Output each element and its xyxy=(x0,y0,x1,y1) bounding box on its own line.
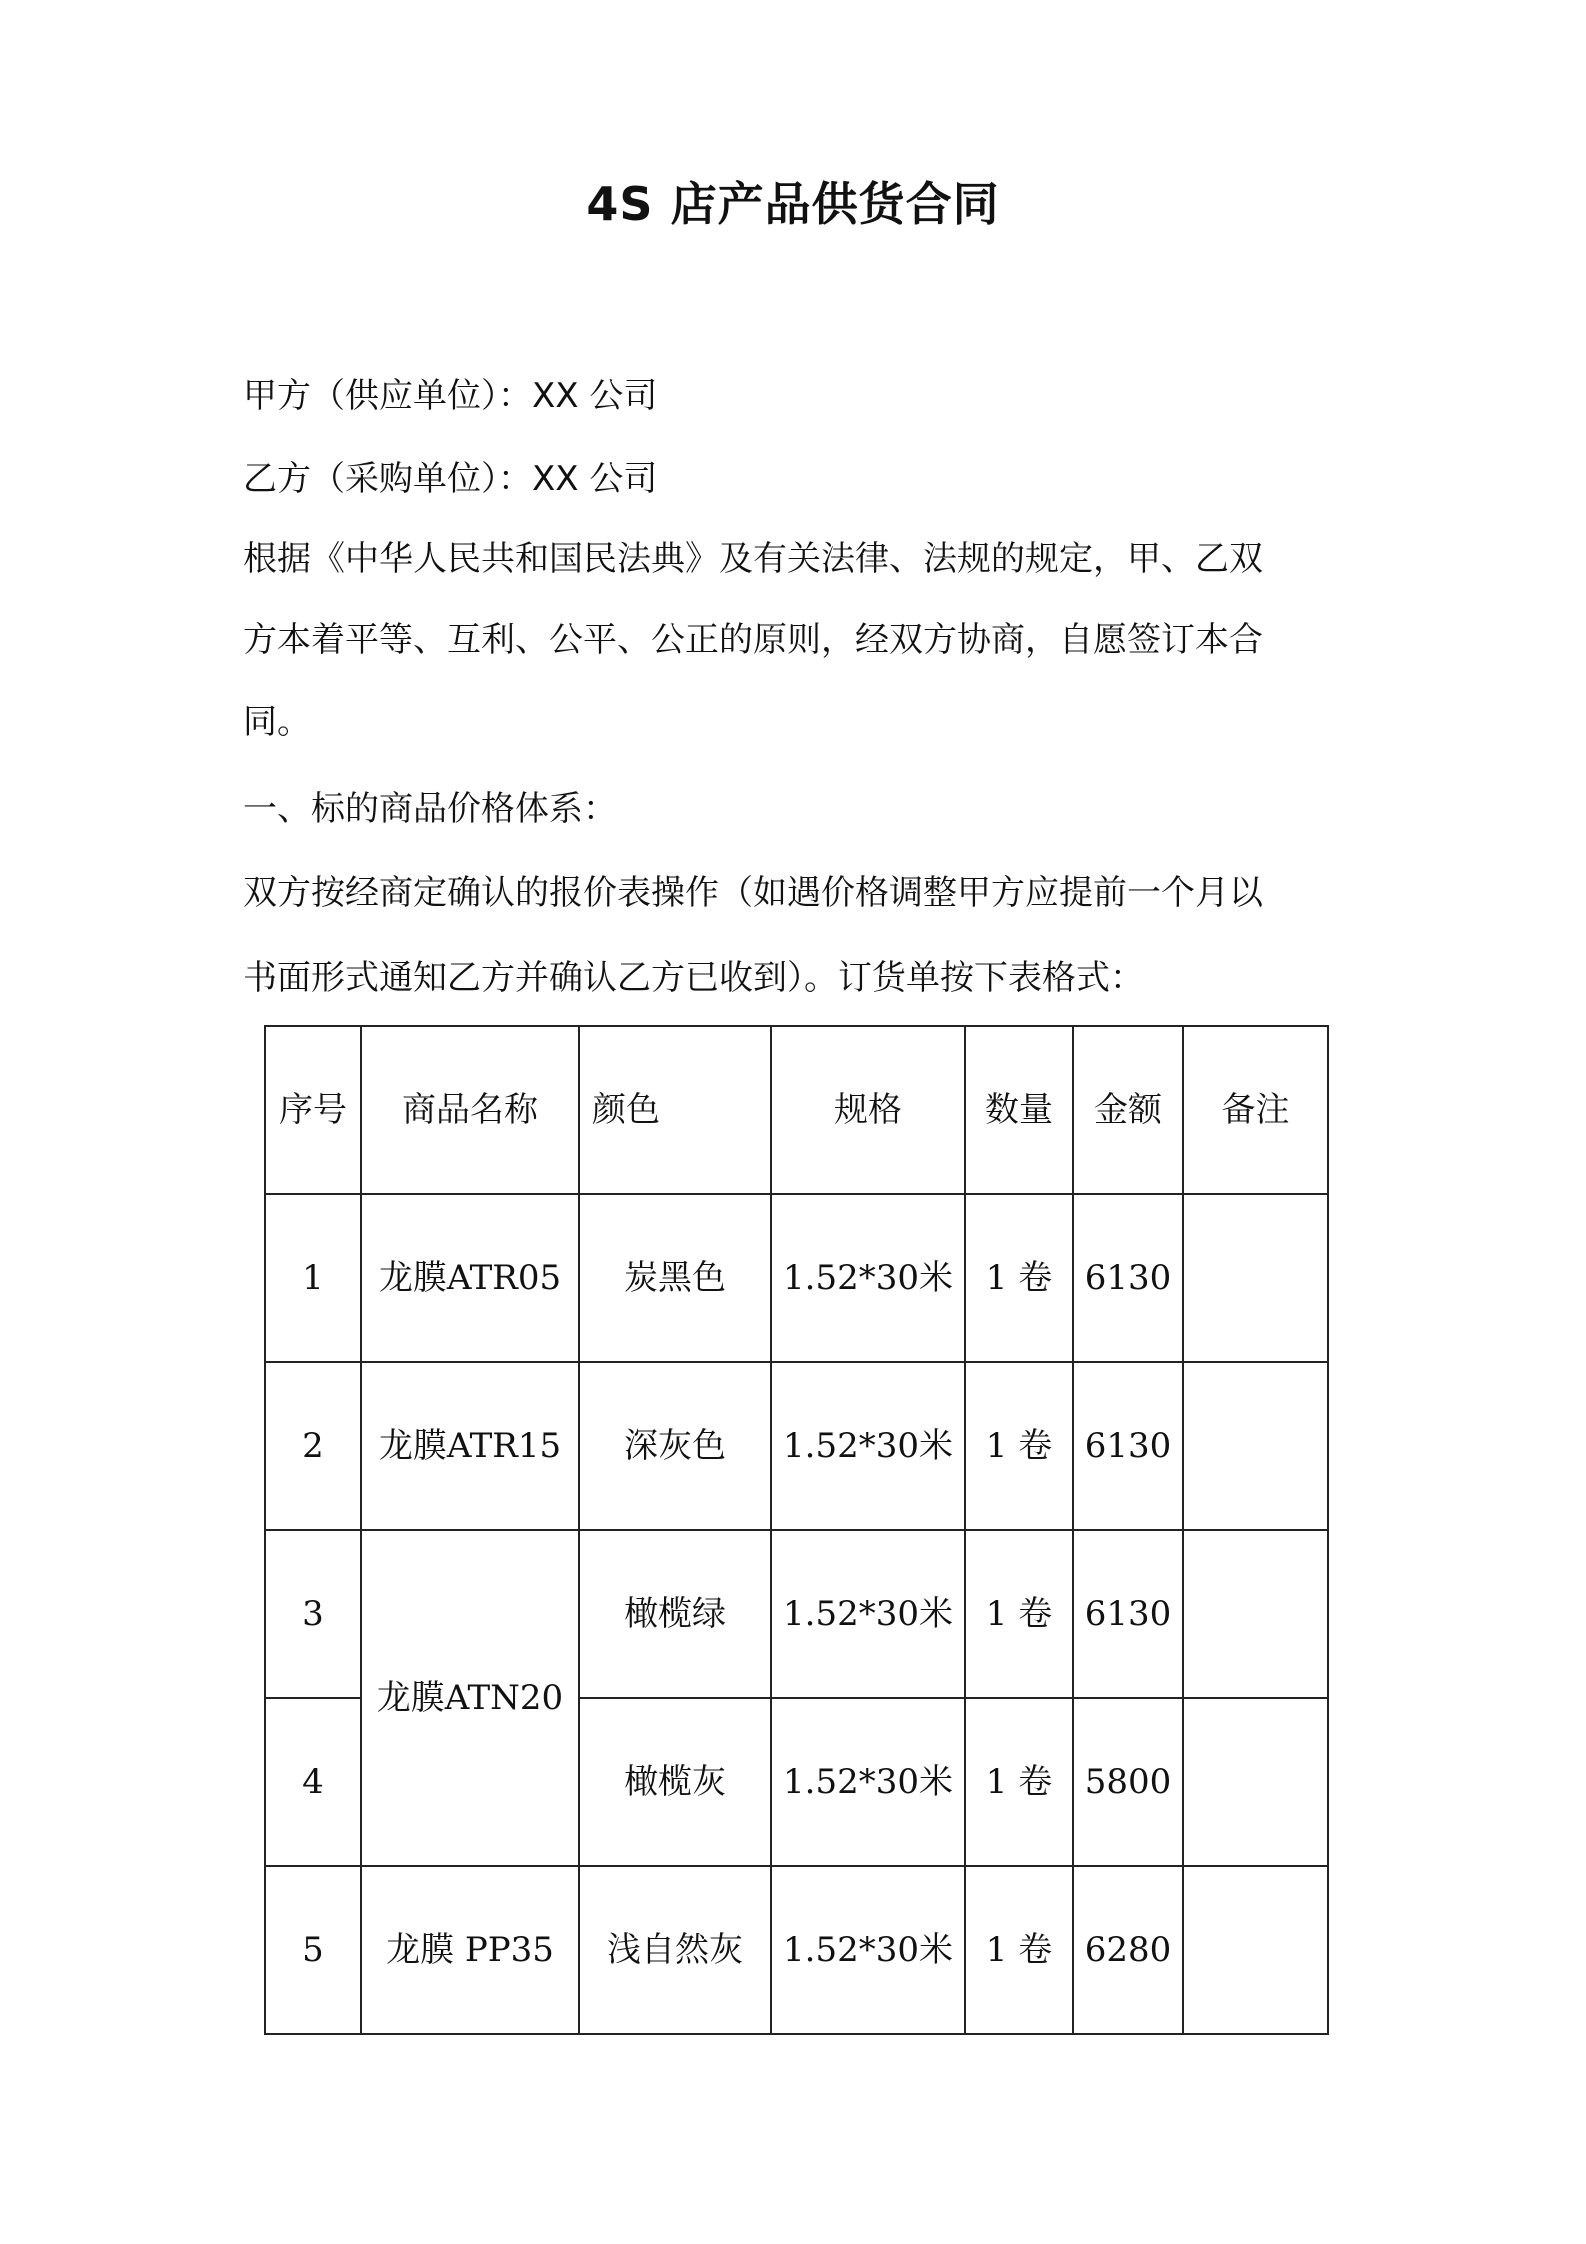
cell-spec: 1.52*30米 xyxy=(771,1866,965,2034)
section-text-line-2: 书面形式通知乙方并确认乙方已收到）。订货单按下表格式： xyxy=(243,958,1144,998)
cell-qty: 1 卷 xyxy=(965,1866,1073,2034)
cell-name-merged: 龙膜ATN20 xyxy=(361,1530,579,1866)
section-heading: 一、标的商品价格体系： xyxy=(243,789,617,829)
cell-spec: 1.52*30米 xyxy=(771,1194,965,1362)
preamble-line-3: 同。 xyxy=(243,702,311,742)
header-remark: 备注 xyxy=(1183,1026,1328,1194)
cell-no: 3 xyxy=(265,1530,361,1698)
cell-color: 炭黑色 xyxy=(579,1194,771,1362)
cell-amount: 6130 xyxy=(1073,1530,1183,1698)
cell-spec: 1.52*30米 xyxy=(771,1362,965,1530)
header-no: 序号 xyxy=(265,1026,361,1194)
cell-remark xyxy=(1183,1362,1328,1530)
header-qty: 数量 xyxy=(965,1026,1073,1194)
cell-color: 橄榄绿 xyxy=(579,1530,771,1698)
cell-qty: 1 卷 xyxy=(965,1698,1073,1866)
cell-amount: 6130 xyxy=(1073,1194,1183,1362)
table-header-row xyxy=(265,1026,1328,1194)
table-row xyxy=(265,1194,1328,1362)
table-row xyxy=(265,1866,1328,2034)
cell-spec: 1.52*30米 xyxy=(771,1698,965,1866)
cell-no: 1 xyxy=(265,1194,361,1362)
cell-color: 浅自然灰 xyxy=(579,1866,771,2034)
header-color: 颜色 xyxy=(579,1026,771,1194)
header-name: 商品名称 xyxy=(361,1026,579,1194)
party-b-line: 乙方（采购单位）：XX 公司 xyxy=(243,459,658,499)
party-a-line: 甲方（供应单位）：XX 公司 xyxy=(243,376,658,416)
cell-no: 4 xyxy=(265,1698,361,1866)
document-title: 4S 店产品供货合同 xyxy=(586,177,1000,231)
cell-remark xyxy=(1183,1866,1328,2034)
cell-name: 龙膜ATR05 xyxy=(361,1194,579,1362)
cell-remark xyxy=(1183,1698,1328,1866)
header-amount: 金额 xyxy=(1073,1026,1183,1194)
cell-amount: 5800 xyxy=(1073,1698,1183,1866)
cell-remark xyxy=(1183,1530,1328,1698)
cell-amount: 6280 xyxy=(1073,1866,1183,2034)
order-table xyxy=(264,1025,1329,2035)
cell-color: 橄榄灰 xyxy=(579,1698,771,1866)
cell-no: 5 xyxy=(265,1866,361,2034)
table-row xyxy=(265,1530,1328,1698)
cell-name: 龙膜ATR15 xyxy=(361,1362,579,1530)
cell-spec: 1.52*30米 xyxy=(771,1530,965,1698)
cell-qty: 1 卷 xyxy=(965,1194,1073,1362)
cell-qty: 1 卷 xyxy=(965,1530,1073,1698)
header-spec: 规格 xyxy=(771,1026,965,1194)
cell-name: 龙膜 PP35 xyxy=(361,1866,579,2034)
cell-color: 深灰色 xyxy=(579,1362,771,1530)
preamble-line-1: 根据《中华人民共和国民法典》及有关法律、法规的规定，甲、乙双 xyxy=(243,539,1263,579)
cell-amount: 6130 xyxy=(1073,1362,1183,1530)
cell-no: 2 xyxy=(265,1362,361,1530)
preamble-line-2: 方本着平等、互利、公平、公正的原则，经双方协商，自愿签订本合 xyxy=(243,620,1263,660)
table-row xyxy=(265,1362,1328,1530)
cell-remark xyxy=(1183,1194,1328,1362)
section-text-line-1: 双方按经商定确认的报价表操作（如遇价格调整甲方应提前一个月以 xyxy=(243,873,1263,913)
cell-qty: 1 卷 xyxy=(965,1362,1073,1530)
